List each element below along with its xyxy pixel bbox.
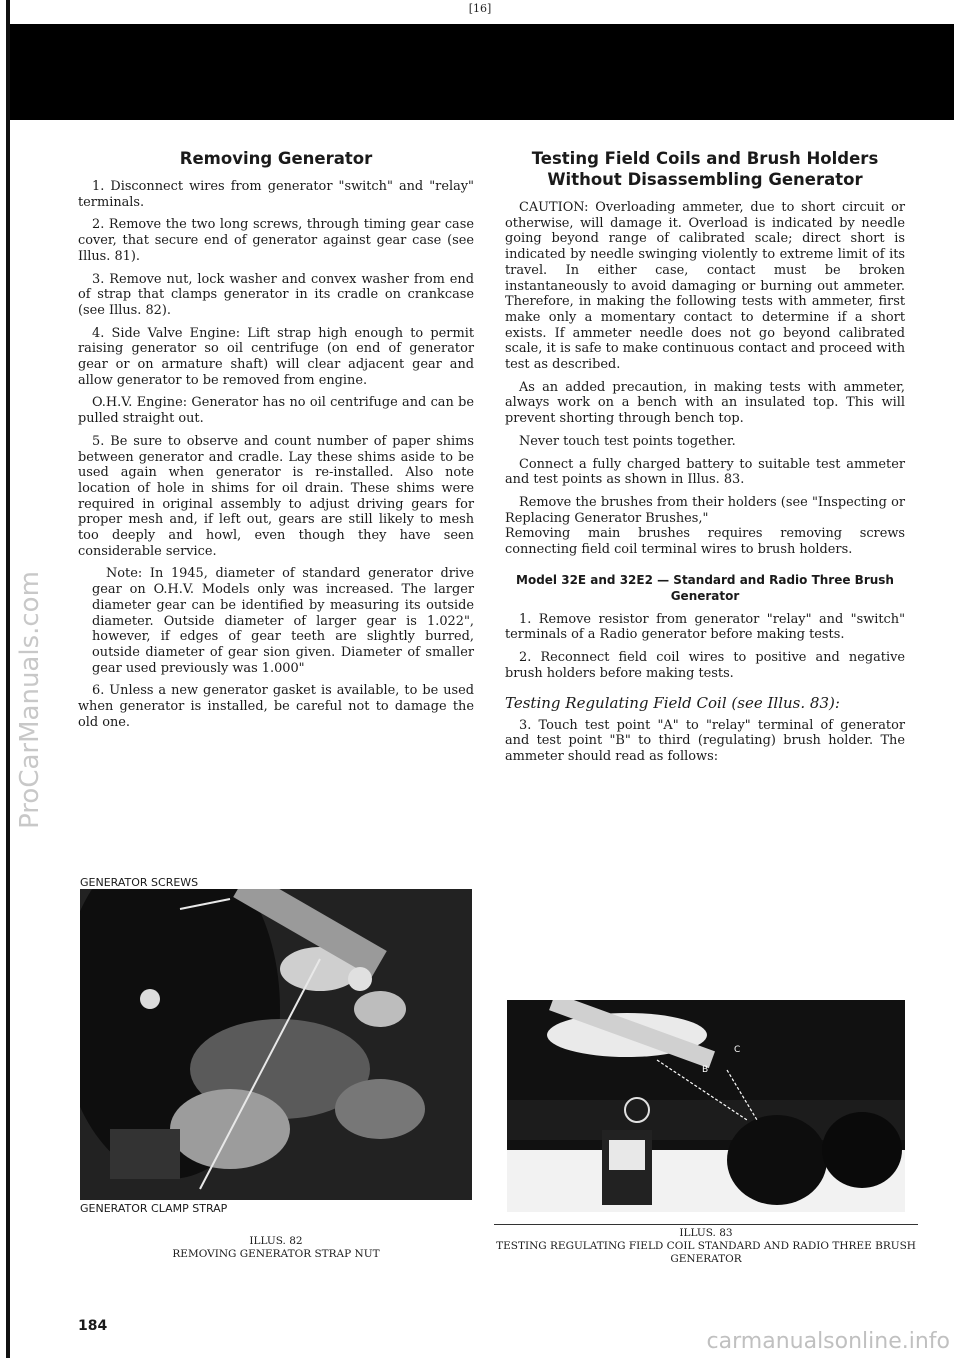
left-column (78, 142, 474, 738)
right-section-title: Testing Field Coils and Brush Holders Without Disassembling Generator (531, 149, 879, 189)
right-column (505, 142, 905, 772)
field-coil-test-art (507, 1000, 905, 1212)
left-paragraph: 3. Remove nut, lock washer and convex washer from end of strap that clamps generator in its cradle on crankcase (see Illus. 82). (78, 271, 474, 318)
test-point-b-label: B (702, 1065, 709, 1075)
step-item: 1. Remove resistor from generator "relay" and "switch" terminals of a Radio generator before making tests. (505, 611, 905, 643)
illus-82-caption (80, 1235, 472, 1261)
test-point-c-label: C (734, 1045, 741, 1055)
left-paragraph: 4. Side Valve Engine: Lift strap high enough to permit raising generator so oil centrifuge (on end of generator gear or on armature shaft) will clear adjacent gear and allow generator to be removed from engine. (78, 325, 474, 388)
illus-83-title: TESTING REGULATING FIELD COIL STANDARD AND RADIO THREE BRUSH GENERATOR (496, 1240, 916, 1265)
right-paragraph-continued: Removing main brushes requires removing screws connecting field coil terminal wires to brush holders. (505, 526, 905, 558)
illus-83-number: ILLUS. 83 (679, 1227, 733, 1239)
generator-photo (80, 889, 472, 1200)
illus-82-title: REMOVING GENERATOR STRAP NUT (172, 1248, 380, 1260)
page-number: 184 (78, 1318, 108, 1334)
left-paragraph: 1. Disconnect wires from generator "switch" and "relay" terminals. (78, 179, 474, 210)
generator-photo-art (80, 889, 472, 1200)
side-watermark: ProCarManuals.com (15, 571, 45, 829)
illus-83-caption (494, 1224, 918, 1266)
step-item: 2. Reconnect field coil wires to positive and negative brush holders before making tests. (505, 650, 905, 681)
right-paragraph: CAUTION: Overloading ammeter, due to short circuit or otherwise, will damage it. Overload is indicated by needle going beyond range of calibrated scale; direct short is indicated by needle swinging violently to extreme limit of its travel. In either case, contact must be broken instantaneously to avoid damaging or burning out ammeter. Therefore, in making the following tests with ammeter, first make only a momentary contact to determine if a short exists. If ammeter needle does not go beyond calibrated scale, it is safe to make continuous contact and proceed with test as described. (505, 200, 905, 373)
right-paragraph: Connect a fully charged battery to suitable test ammeter and test points as shown in Illus. 83. (505, 456, 905, 488)
left-paragraph: O.H.V. Engine: Generator has no oil centrifuge and can be pulled straight out. (78, 395, 474, 427)
testing-regulating-heading: Testing Regulating Field Coil (see Illus. 83): (505, 693, 840, 712)
field-coil-test-photo (507, 1000, 905, 1212)
step-item: 3. Touch test point "A" to "relay" terminal of generator and test point "B" to third (regulating) brush holder. The ammeter should read as follows: (505, 717, 905, 764)
left-paragraph: 6. Unless a new generator gasket is available, to be used when generator is installed, be careful not to damage the old one. (78, 683, 474, 730)
page-label: [16] (468, 2, 492, 15)
right-paragraph: Never touch test points together. (519, 433, 736, 449)
header-black-bar (10, 24, 954, 120)
photo-label-generator-screws: GENERATOR SCREWS (80, 876, 199, 889)
left-paragraph: 5. Be sure to observe and count number of paper shims between generator and cradle. Lay these shims aside to be used again when generator is re-installed. Also note location of hole in shims for oil drain. These shims were required in original assembly to adjust driving gears for proper mesh and, if left out, gears are still likely to mesh too deeply and howl, even though they have seen considerable service. (78, 433, 474, 559)
model-subtitle: Model 32E and 32E2 — Standard and Radio Three Brush Generator (516, 572, 894, 603)
left-margin-rule (6, 0, 10, 1358)
right-paragraph: Remove the brushes from their holders (see "Inspecting or Replacing Generator Brushes," (505, 494, 905, 526)
left-paragraph: 2. Remove the two long screws, through timing gear case cover, that secure end of generator against gear case (see Illus. 81). (78, 217, 474, 264)
illus-82-number: ILLUS. 82 (249, 1235, 303, 1247)
bottom-watermark: carmanualsonline.info (706, 1329, 950, 1354)
left-section-title: Removing Generator (179, 149, 373, 168)
photo-label-generator-clamp-strap: GENERATOR CLAMP STRAP (80, 1202, 228, 1215)
left-note: Note: In 1945, diameter of standard generator drive gear on O.H.V. Models only was increased. The larger diameter gear can be identified by measuring its outside diameter. Outside diameter of larger gear is 1.022", however, if edges of gear teeth are slightly burred, outside diameter of gear sion given. Diameter of smaller gear used previously was 1.000" (92, 566, 474, 676)
right-paragraph: As an added precaution, in making tests with ammeter, always work on a bench with an insulated top. This will prevent shorting through bench top. (505, 379, 905, 427)
